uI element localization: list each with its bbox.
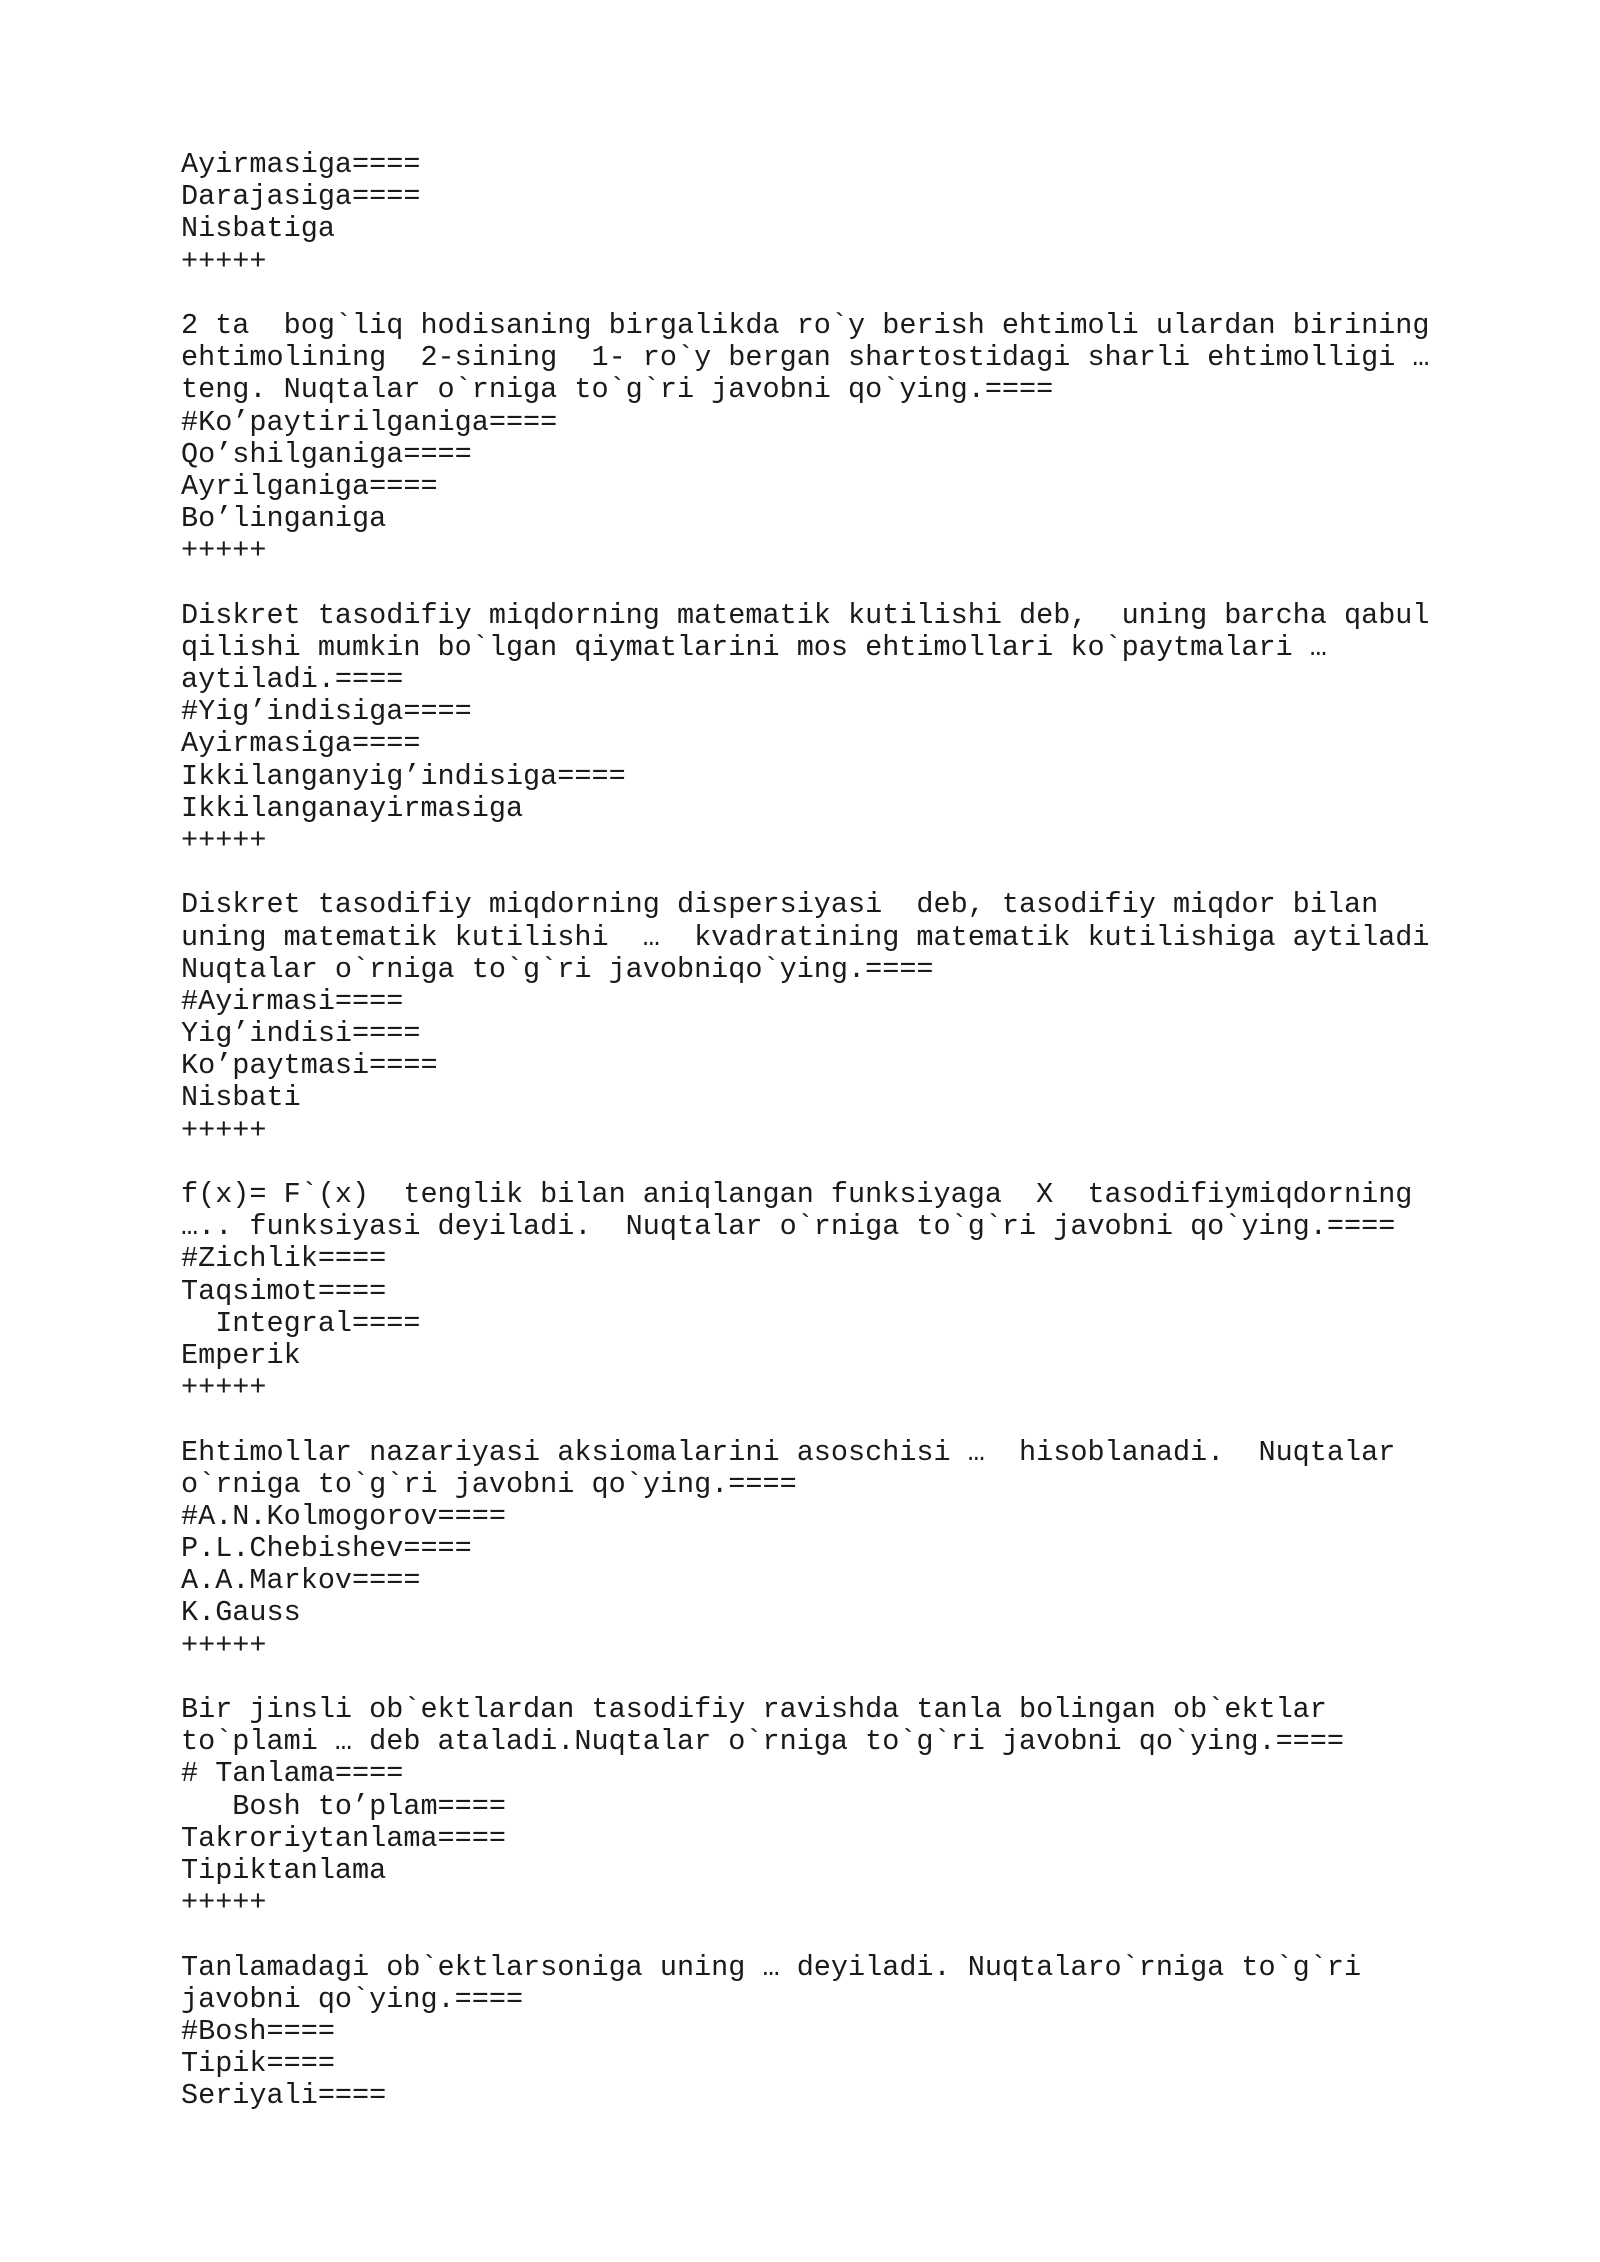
text-line: #Yig’indisiga==== (181, 695, 472, 729)
text-line: Ikkilanganyig’indisiga==== (181, 759, 626, 793)
text-line: Ikkilanganayirmasiga (181, 791, 524, 825)
text-line: Ayrilganiga==== (181, 469, 438, 503)
text-line: +++++ (181, 1628, 267, 1662)
text-line: #Ayirmasi==== (181, 984, 404, 1018)
text-line: Bo’linganiga (181, 502, 387, 536)
text-line: Yig’indisi==== (181, 1017, 421, 1051)
text-line: to`plami … deb ataladi.Nuqtalar o`rniga to`g`ri javobni qo`ying.==== (181, 1725, 1344, 1759)
text-line: javobni qo`ying.==== (181, 1982, 524, 2016)
text-line: Taqsimot==== (181, 1274, 387, 1308)
text-line: #Zichlik==== (181, 1242, 387, 1276)
text-line: #A.N.Kolmogorov==== (181, 1499, 506, 1533)
text-line: Darajasiga==== (181, 180, 421, 214)
text-line (181, 1404, 1481, 1436)
text-line: Nuqtalar o`rniga to`g`ri javobniqo`ying.==== (181, 952, 934, 986)
text-line: Diskret tasodifiy miqdorning matematik kutilishi deb, uning barcha qabul (181, 598, 1430, 632)
text-line: +++++ (181, 823, 267, 857)
text-line: +++++ (181, 1113, 267, 1147)
text-line: aytiladi.==== (181, 663, 404, 696)
text-line: ehtimolining 2-sining 1- ro`y bergan shartostidagi sharli ehtimolligi … (181, 341, 1430, 375)
text-line (181, 278, 1481, 310)
text-line: +++++ (181, 1371, 267, 1405)
text-line: +++++ (181, 244, 267, 278)
text-line: P.L.Chebishev==== (181, 1532, 472, 1566)
text-line: Qo’shilganiga==== (181, 437, 472, 471)
text-line (181, 857, 1481, 889)
text-line: teng. Nuqtalar o`rniga to`g`ri javobni qo`ying.==== (181, 373, 1054, 407)
text-line: Tipik==== (181, 2047, 335, 2081)
text-line: ….. funksiyasi deyiladi. Nuqtalar o`rniga to`g`ri javobni qo`ying.==== (181, 1210, 1396, 1244)
text-line: Ko’paytmasi==== (181, 1049, 438, 1083)
text-line: Tipiktanlama (181, 1853, 387, 1887)
text-line: 2 ta bog`liq hodisaning birgalikda ro`y berish ehtimoli ulardan birining (181, 308, 1430, 342)
text-line: Nisbati (181, 1081, 301, 1115)
text-line: +++++ (181, 534, 267, 568)
text-line: Bir jinsli ob`ektlardan tasodifiy ravishda tanla bolingan ob`ektlar (181, 1693, 1327, 1726)
text-line: qilishi mumkin bo`lgan qiymatlarini mos ehtimollari ko`paytmalari … (181, 630, 1327, 664)
text-line: Emperik (181, 1338, 301, 1372)
text-line: Ehtimollar nazariyasi aksiomalarini asoschisi … hisoblanadi. Nuqtalar (181, 1435, 1396, 1469)
text-line: Seriyali==== (181, 2079, 387, 2113)
text-line: Integral==== (181, 1306, 421, 1340)
text-line (181, 1662, 1481, 1694)
text-line: #Bosh==== (181, 2014, 335, 2048)
text-line: Bosh to’plam==== (181, 1789, 506, 1823)
text-line (181, 1919, 1481, 1951)
text-line: #Ko’paytirilganiga==== (181, 405, 558, 439)
text-line: Ayirmasiga==== (181, 727, 421, 761)
text-line: Tanlamadagi ob`ektlarsoniga uning … deyiladi. Nuqtalaro`rniga to`g`ri (181, 1950, 1362, 1984)
text-line: # Tanlama==== (181, 1757, 404, 1791)
text-line: Ayirmasiga==== (181, 148, 421, 181)
text-line (181, 567, 1481, 599)
document-body (181, 149, 1481, 2112)
text-line: A.A.Markov==== (181, 1564, 421, 1598)
text-line: +++++ (181, 1886, 267, 1920)
text-line: o`rniga to`g`ri javobni qo`ying.==== (181, 1467, 797, 1501)
text-line: f(x)= F`(x) tenglik bilan aniqlangan funksiyaga X tasodifiymiqdorning (181, 1178, 1413, 1211)
text-line: uning matematik kutilishi … kvadratining matematik kutilishiga aytiladi (181, 920, 1430, 954)
text-line: Nisbatiga (181, 212, 335, 246)
text-line: Takroriytanlama==== (181, 1821, 506, 1855)
text-line (181, 1147, 1481, 1179)
text-line: Diskret tasodifiy miqdorning dispersiyasi deb, tasodifiy miqdor bilan (181, 888, 1379, 922)
text-line: K.Gauss (181, 1596, 301, 1630)
